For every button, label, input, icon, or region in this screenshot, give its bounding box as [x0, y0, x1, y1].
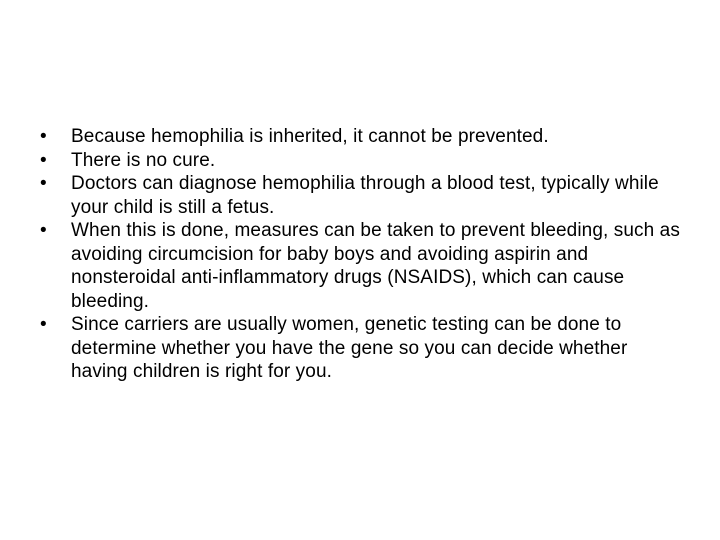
bullet-dot-icon: • — [40, 173, 47, 194]
bullet-dot-icon: • — [40, 126, 47, 147]
bullet-text: Since carriers are usually women, genetic testing can be done to determine whether you have the gene so you can decide whether having children is right for you. — [71, 314, 628, 382]
bullet-list — [40, 125, 680, 384]
bullet-item — [40, 313, 680, 384]
bullet-item — [40, 125, 680, 149]
bullet-text: Because hemophilia is inherited, it cannot be prevented. — [71, 126, 549, 147]
bullet-text: There is no cure. — [71, 149, 216, 171]
bullet-text: Doctors can diagnose hemophilia through a blood test, typically while your child is still a fetus. — [71, 173, 659, 218]
bullet-item — [40, 149, 680, 173]
bullet-dot-icon: • — [40, 149, 47, 171]
bullet-item — [40, 219, 680, 313]
bullet-dot-icon: • — [40, 220, 47, 241]
bullet-dot-icon: • — [40, 314, 47, 335]
bullet-item — [40, 172, 680, 219]
bullet-text: When this is done, measures can be taken to prevent bleeding, such as avoiding circumcision for baby boys and avoiding aspirin and nonsteroidal anti-inflammatory drugs (NSAIDS), which can cause bleeding. — [71, 220, 680, 312]
